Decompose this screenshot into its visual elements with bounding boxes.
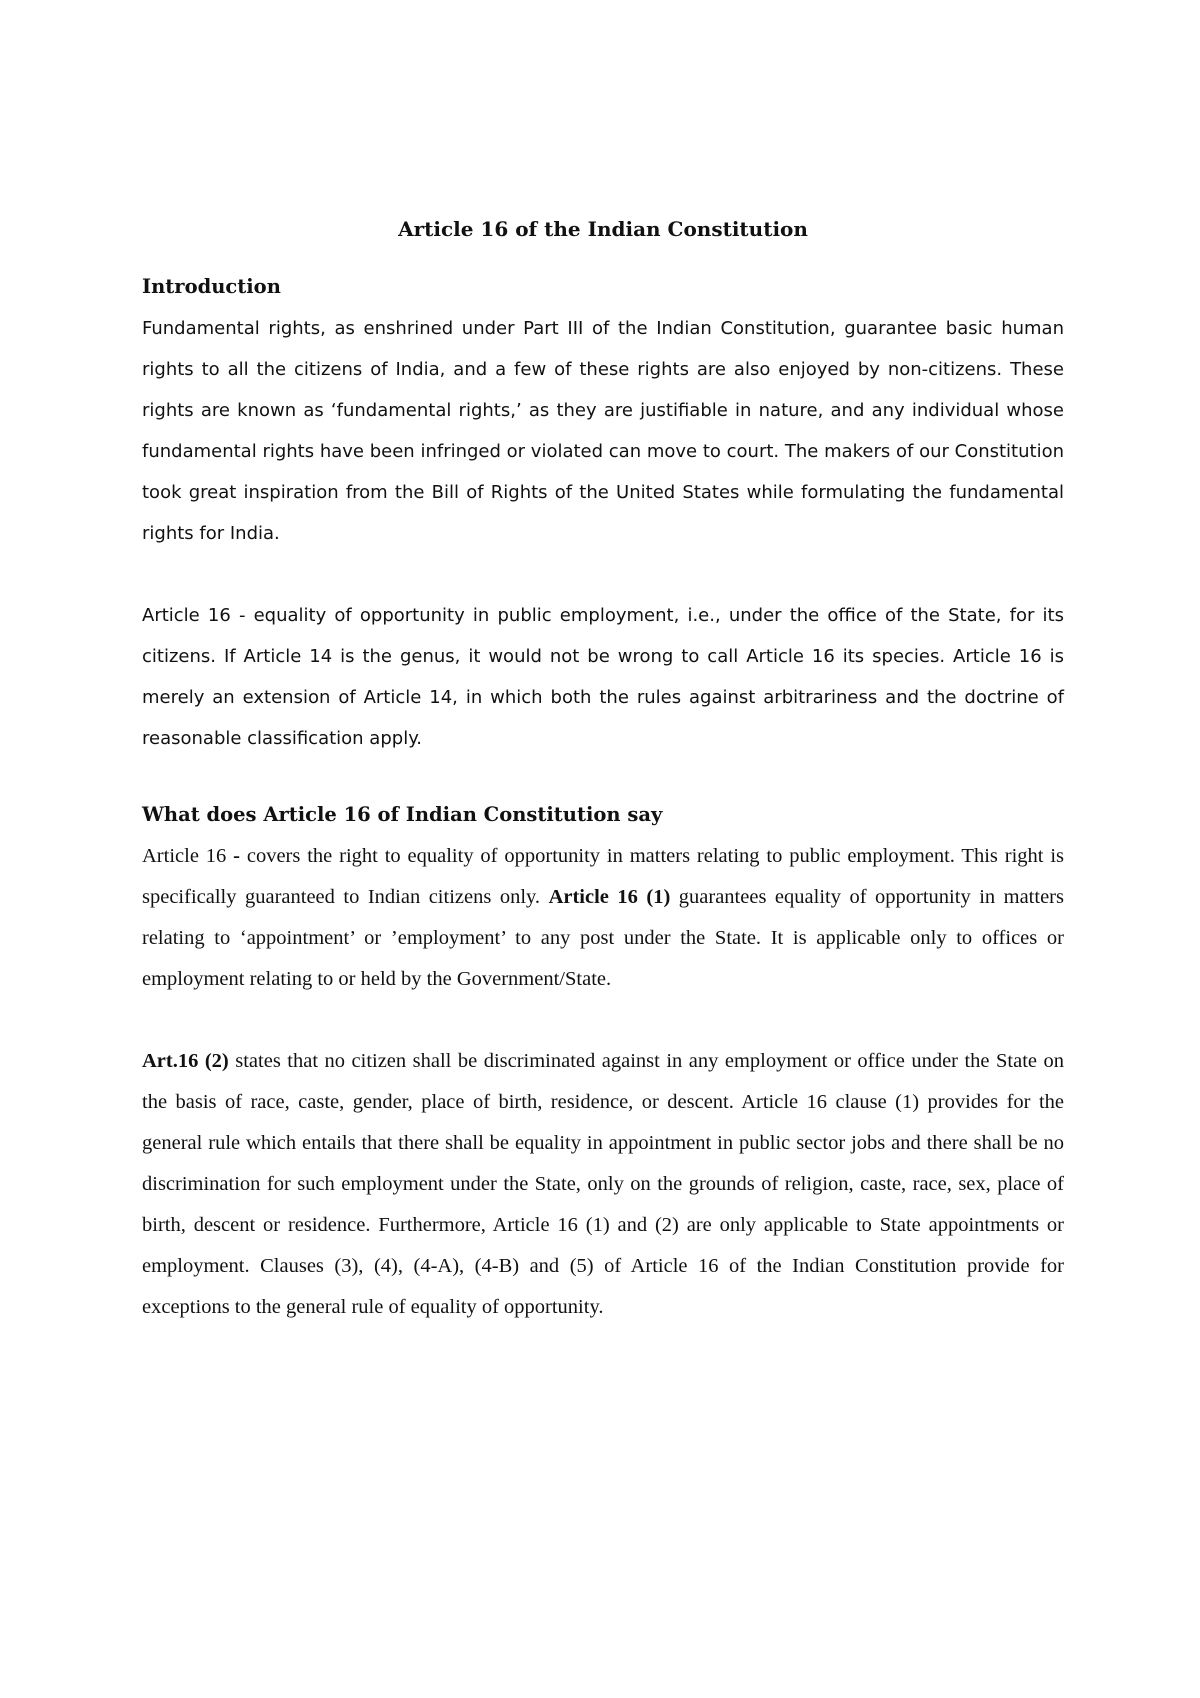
bold-dash: -	[233, 845, 240, 867]
document-page	[142, 214, 1064, 1328]
paragraph-spacer	[142, 554, 1064, 595]
paragraph-spacer	[142, 1000, 1064, 1041]
what-does-article16-say-heading: What does Article 16 of Indian Constitution say	[142, 803, 663, 826]
bold-art16-2: Art.16 (2)	[142, 1050, 229, 1072]
bold-article16-1: Article 16 (1)	[548, 886, 671, 908]
text-run: covers the right to equality of opportunity in matters relating to public employment. This right is specifically guaranteed to Indian citizens only.	[142, 845, 1064, 908]
text-run: Article 16	[142, 845, 234, 867]
paragraph-spacer	[142, 759, 1064, 800]
article16-2-paragraph	[142, 1041, 1064, 1328]
text-run: guarantees equality of opportunity in matters relating to ‘appointment’ or ’employment’ to any post under the State. It is applicable only to offices or employment relating to or held by the Government/State.	[142, 886, 1064, 990]
document-title: Article 16 of the Indian Constitution	[398, 217, 808, 241]
what-does-article16-say-paragraph	[142, 836, 1064, 1000]
text-run: states that no citizen shall be discriminated against in any employment or office under the State on the basis of race, caste, gender, place of birth, residence, or descent. Article 16 clause (1) provides for the general rule which entails that there shall be equality in appointment in public sector jobs and there shall be no discrimination for such employment under the State, only on the grounds of religion, caste, race, sex, place of birth, descent or residence. Furthermore, Article 16 (1) and (2) are only applicable to State appointments or employment. Clauses (3), (4), (4-A), (4-B) and (5) of Article 16 of the Indian Constitution provide for exceptions to the general rule of equality of opportunity.	[142, 1050, 1064, 1318]
introduction-heading: Introduction	[142, 275, 281, 298]
article16-paragraph: Article 16 - equality of opportunity in public employment, i.e., under the office of the State, for its citizens. If Article 14 is the genus, it would not be wrong to call Article 16 its species. Article 16 is merely an extension of Article 14, in which both the rules against arbitrariness and the doctrine of reasonable classification apply.	[142, 605, 1064, 749]
introduction-paragraph: Fundamental rights, as enshrined under Part III of the Indian Constitution, guarantee basic human rights to all the citizens of India, and a few of these rights are also enjoyed by non-citizens. These rights are known as ‘fundamental rights,’ as they are justifiable in nature, and any individual whose fundamental rights have been infringed or violated can move to court. The makers of our Constitution took great inspiration from the Bill of Rights of the United States while formulating the fundamental rights for India.	[142, 318, 1064, 544]
